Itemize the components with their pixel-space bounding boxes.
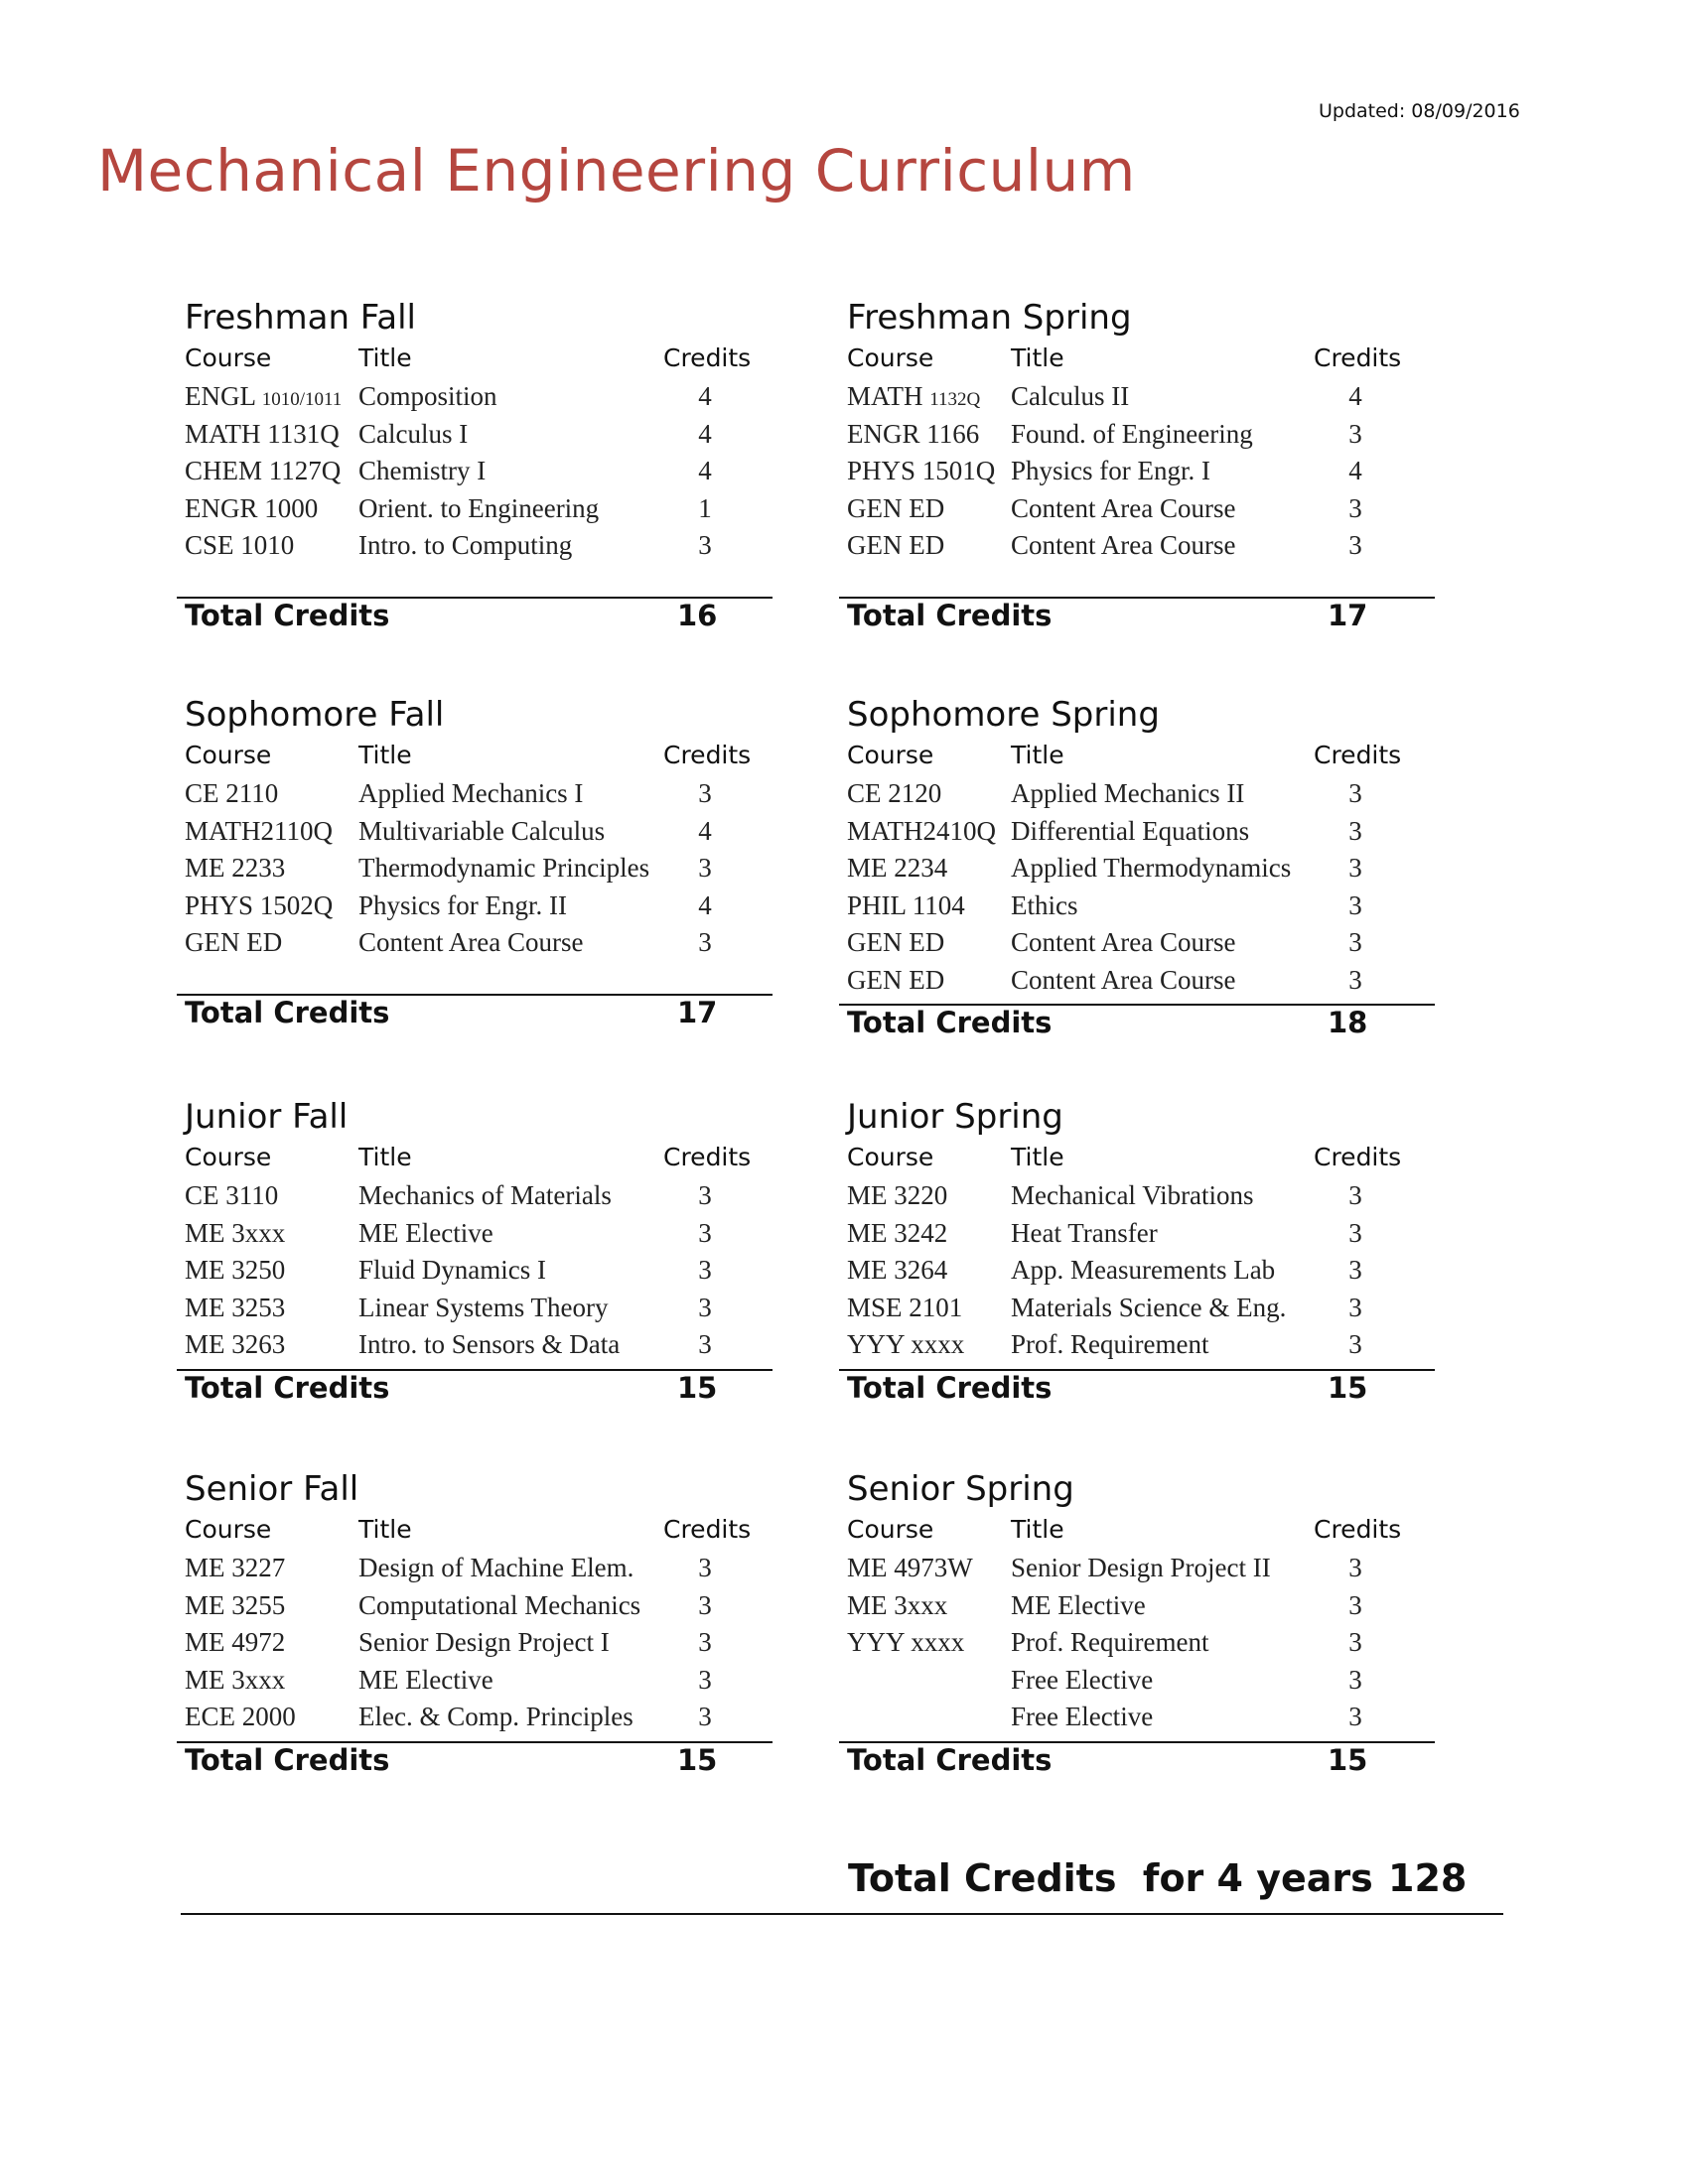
course-title: App. Measurements Lab <box>1011 1255 1276 1285</box>
course-title: Applied Mechanics II <box>1011 778 1245 808</box>
course-row <box>177 1329 773 1367</box>
total-credits-row <box>177 599 773 638</box>
header-title: Title <box>358 343 412 372</box>
course-row <box>839 1665 1435 1703</box>
course-code: ME 3264 <box>847 1255 948 1285</box>
header-credits: Credits <box>1314 343 1402 372</box>
course-title: Thermodynamic Principles <box>358 853 650 883</box>
course-credits: 3 <box>698 1627 712 1657</box>
course-credits: 3 <box>1348 1292 1362 1322</box>
column-headers <box>177 741 773 774</box>
course-code: ME 3xxx <box>847 1589 948 1620</box>
course-title: Applied Thermodynamics <box>1011 853 1292 883</box>
course-row <box>839 778 1435 816</box>
course-row <box>839 530 1435 568</box>
total-value: 15 <box>1328 1742 1368 1777</box>
course-title: Free Elective <box>1011 1702 1154 1731</box>
course-row <box>177 530 773 568</box>
course-row <box>177 816 773 854</box>
course-credits: 4 <box>698 381 712 411</box>
course-credits: 4 <box>698 418 712 449</box>
course-code: ENGR 1000 <box>185 492 319 523</box>
total-credits-row <box>177 996 773 1035</box>
course-title: ME Elective <box>1011 1589 1146 1620</box>
course-credits: 3 <box>1348 1627 1362 1657</box>
course-title: Content Area Course <box>1011 492 1236 523</box>
course-row <box>839 493 1435 531</box>
course-title: Design of Machine Elem. <box>358 1553 634 1582</box>
total-credits-row <box>839 1006 1435 1045</box>
course-code: ME 4972 <box>185 1627 286 1657</box>
course-code: CE 3110 <box>185 1180 279 1210</box>
page-title: Mechanical Engineering Curriculum <box>97 137 1136 205</box>
header-course: Course <box>847 1143 934 1171</box>
course-credits: 4 <box>698 815 712 846</box>
course-title: Content Area Course <box>358 927 584 957</box>
course-code: ENGR 1166 <box>847 418 980 449</box>
course-row <box>839 1180 1435 1218</box>
column-headers <box>839 343 1435 377</box>
course-code: MATH 1132Q <box>847 381 981 411</box>
course-credits: 3 <box>698 853 712 883</box>
header-course: Course <box>185 1143 272 1171</box>
course-code: CSE 1010 <box>185 530 295 560</box>
course-credits: 3 <box>1348 964 1362 995</box>
course-code: ME 3255 <box>185 1589 286 1620</box>
course-row <box>177 1590 773 1628</box>
course-row <box>177 493 773 531</box>
course-row <box>839 456 1435 493</box>
course-credits: 3 <box>1348 1217 1362 1248</box>
semester-title: Junior Spring <box>847 1097 1063 1137</box>
grand-total-divider <box>181 1913 1503 1915</box>
course-code: ME 3xxx <box>185 1217 286 1248</box>
course-title: Ethics <box>1011 889 1078 920</box>
course-code: ME 3xxx <box>185 1664 286 1695</box>
course-row <box>177 1702 773 1739</box>
course-row <box>839 1329 1435 1367</box>
course-title: Free Elective <box>1011 1664 1154 1695</box>
semester-title: Sophomore Fall <box>185 695 445 735</box>
course-code: ME 3227 <box>185 1553 286 1582</box>
course-title: Mechanical Vibrations <box>1011 1180 1254 1210</box>
grand-total-label: Total Credits for 4 years <box>848 1856 1373 1900</box>
course-code: ME 3242 <box>847 1217 948 1248</box>
semester-title: Sophomore Spring <box>847 695 1160 735</box>
course-title: Prof. Requirement <box>1011 1329 1209 1359</box>
course-list <box>839 778 1435 1002</box>
course-credits: 4 <box>698 889 712 920</box>
course-title: Intro. to Computing <box>358 530 573 560</box>
course-row <box>177 927 773 965</box>
column-headers <box>839 1515 1435 1549</box>
course-number: 1010/1011 <box>261 389 343 410</box>
course-row <box>177 853 773 890</box>
grand-total-value: 128 <box>1388 1856 1468 1900</box>
course-title: Differential Equations <box>1011 815 1250 846</box>
course-credits: 3 <box>698 530 712 560</box>
course-code: ME 3253 <box>185 1292 286 1322</box>
course-credits: 4 <box>1348 456 1362 485</box>
header-credits: Credits <box>663 1515 752 1544</box>
course-code: MATH2410Q <box>847 815 997 846</box>
course-credits: 3 <box>698 1292 712 1322</box>
total-label: Total Credits <box>847 1742 1053 1777</box>
course-list <box>839 381 1435 568</box>
updated-date: Updated: 08/09/2016 <box>1319 100 1520 122</box>
header-title: Title <box>1011 1143 1064 1171</box>
course-row <box>839 816 1435 854</box>
course-row <box>839 1553 1435 1590</box>
course-row <box>177 890 773 928</box>
total-label: Total Credits <box>185 1742 390 1777</box>
course-credits: 3 <box>1348 1329 1362 1359</box>
course-credits: 3 <box>698 1255 712 1285</box>
column-headers <box>177 343 773 377</box>
course-row <box>177 456 773 493</box>
course-code: ECE 2000 <box>185 1702 296 1731</box>
course-row <box>839 853 1435 890</box>
header-title: Title <box>1011 343 1064 372</box>
course-title: Computational Mechanics <box>358 1589 641 1620</box>
semester-title: Junior Fall <box>185 1097 349 1137</box>
course-row <box>177 381 773 419</box>
course-credits: 3 <box>1348 1553 1362 1582</box>
total-value: 15 <box>677 1370 718 1405</box>
semester-title: Freshman Fall <box>185 298 416 338</box>
header-course: Course <box>847 741 934 769</box>
course-title: Heat Transfer <box>1011 1217 1158 1248</box>
course-credits: 3 <box>1348 927 1362 957</box>
course-credits: 3 <box>698 1702 712 1731</box>
course-title: Senior Design Project II <box>1011 1553 1271 1582</box>
course-credits: 3 <box>1348 418 1362 449</box>
course-code: MATH 1131Q <box>185 418 340 449</box>
course-code: ENGL 1010/1011 <box>185 381 343 411</box>
total-value: 17 <box>677 995 718 1029</box>
total-label: Total Credits <box>185 995 390 1029</box>
course-credits: 4 <box>698 456 712 485</box>
course-code: CHEM 1127Q <box>185 456 342 485</box>
course-code: PHIL 1104 <box>847 889 965 920</box>
course-code: GEN ED <box>847 964 945 995</box>
total-credits-row <box>839 1371 1435 1411</box>
course-number: 1132Q <box>929 389 981 410</box>
course-credits: 3 <box>1348 530 1362 560</box>
header-credits: Credits <box>663 343 752 372</box>
course-credits: 3 <box>698 1664 712 1695</box>
column-headers <box>177 1515 773 1549</box>
course-code: ME 4973W <box>847 1553 973 1582</box>
course-credits: 3 <box>698 1217 712 1248</box>
course-row <box>177 1218 773 1256</box>
course-title: Calculus II <box>1011 381 1130 411</box>
header-credits: Credits <box>663 741 752 769</box>
course-code: ME 3250 <box>185 1255 286 1285</box>
course-row <box>839 1702 1435 1739</box>
course-list <box>839 1553 1435 1739</box>
course-list <box>839 1180 1435 1367</box>
course-title: Mechanics of Materials <box>358 1180 612 1210</box>
header-title: Title <box>358 1515 412 1544</box>
column-headers <box>839 741 1435 774</box>
total-label: Total Credits <box>185 1370 390 1405</box>
course-row <box>839 381 1435 419</box>
column-headers <box>839 1143 1435 1176</box>
course-code: PHYS 1502Q <box>185 889 334 920</box>
course-credits: 3 <box>698 1553 712 1582</box>
total-credits-row <box>839 1743 1435 1783</box>
course-code: MSE 2101 <box>847 1292 963 1322</box>
course-title: Prof. Requirement <box>1011 1627 1209 1657</box>
header-course: Course <box>185 1515 272 1544</box>
total-value: 15 <box>677 1742 718 1777</box>
course-credits: 3 <box>698 927 712 957</box>
header-credits: Credits <box>1314 1143 1402 1171</box>
course-credits: 1 <box>698 492 712 523</box>
course-credits: 3 <box>1348 1589 1362 1620</box>
course-credits: 3 <box>1348 889 1362 920</box>
course-list <box>177 1553 773 1739</box>
course-title: Content Area Course <box>1011 964 1236 995</box>
course-credits: 3 <box>1348 778 1362 808</box>
course-row <box>177 1665 773 1703</box>
total-credits-row <box>177 1371 773 1411</box>
total-label: Total Credits <box>847 598 1053 632</box>
course-row <box>177 1255 773 1293</box>
course-row <box>839 927 1435 965</box>
course-code: YYY xxxx <box>847 1329 965 1359</box>
semester-title: Senior Spring <box>847 1469 1074 1509</box>
course-title: Composition <box>358 381 497 411</box>
semester-title: Senior Fall <box>185 1469 359 1509</box>
course-credits: 3 <box>1348 1255 1362 1285</box>
course-title: Content Area Course <box>1011 927 1236 957</box>
course-code: GEN ED <box>847 530 945 560</box>
header-course: Course <box>847 343 934 372</box>
header-course: Course <box>185 343 272 372</box>
course-title: Multivariable Calculus <box>358 815 606 846</box>
total-value: 18 <box>1328 1006 1368 1039</box>
course-code: CE 2120 <box>847 778 942 808</box>
header-course: Course <box>185 741 272 769</box>
course-title: Physics for Engr. II <box>358 889 567 920</box>
header-credits: Credits <box>663 1143 752 1171</box>
course-credits: 3 <box>698 1589 712 1620</box>
course-row <box>839 1293 1435 1330</box>
course-code: YYY xxxx <box>847 1627 965 1657</box>
course-code: ME 3263 <box>185 1329 286 1359</box>
semester-title: Freshman Spring <box>847 298 1132 338</box>
total-credits-row <box>839 599 1435 638</box>
course-code: PHYS 1501Q <box>847 456 996 485</box>
course-row <box>177 1553 773 1590</box>
course-title: Orient. to Engineering <box>358 492 600 523</box>
course-list <box>177 1180 773 1367</box>
course-credits: 3 <box>698 1329 712 1359</box>
course-title: Materials Science & Eng. <box>1011 1292 1287 1322</box>
total-value: 16 <box>677 598 718 632</box>
course-credits: 3 <box>698 778 712 808</box>
course-code: GEN ED <box>185 927 283 957</box>
column-headers <box>177 1143 773 1176</box>
course-row <box>839 965 1435 1003</box>
course-title: Fluid Dynamics I <box>358 1255 546 1285</box>
course-credits: 3 <box>1348 1664 1362 1695</box>
header-title: Title <box>1011 741 1064 769</box>
course-code: ME 2233 <box>185 853 286 883</box>
course-title: ME Elective <box>358 1217 493 1248</box>
header-title: Title <box>358 1143 412 1171</box>
course-list <box>177 381 773 568</box>
course-credits: 3 <box>1348 1702 1362 1731</box>
course-row <box>839 890 1435 928</box>
course-list <box>177 778 773 965</box>
course-title: Senior Design Project I <box>358 1627 610 1657</box>
course-title: Linear Systems Theory <box>358 1292 609 1322</box>
total-credits-row <box>177 1743 773 1783</box>
course-title: ME Elective <box>358 1664 493 1695</box>
course-credits: 3 <box>1348 492 1362 523</box>
course-row <box>839 1255 1435 1293</box>
course-credits: 3 <box>1348 853 1362 883</box>
total-label: Total Credits <box>185 598 390 632</box>
course-code: ME 3220 <box>847 1180 948 1210</box>
course-title: Content Area Course <box>1011 530 1236 560</box>
course-title: Intro. to Sensors & Data <box>358 1329 621 1359</box>
header-title: Title <box>1011 1515 1064 1544</box>
course-credits: 3 <box>1348 1180 1362 1210</box>
course-title: Physics for Engr. I <box>1011 456 1210 485</box>
course-row <box>177 419 773 457</box>
course-code: GEN ED <box>847 492 945 523</box>
total-value: 17 <box>1328 598 1368 632</box>
header-credits: Credits <box>1314 1515 1402 1544</box>
course-row <box>177 1627 773 1665</box>
course-row <box>839 419 1435 457</box>
course-code: CE 2110 <box>185 778 279 808</box>
course-row <box>177 778 773 816</box>
total-label: Total Credits <box>847 1370 1053 1405</box>
course-title: Found. of Engineering <box>1011 418 1253 449</box>
total-label: Total Credits <box>847 1006 1053 1039</box>
course-row <box>839 1218 1435 1256</box>
course-title: Calculus I <box>358 418 469 449</box>
course-title: Elec. & Comp. Principles <box>358 1702 633 1731</box>
course-code: MATH2110Q <box>185 815 334 846</box>
header-title: Title <box>358 741 412 769</box>
course-code: ME 2234 <box>847 853 948 883</box>
header-course: Course <box>847 1515 934 1544</box>
course-code: GEN ED <box>847 927 945 957</box>
course-row <box>839 1627 1435 1665</box>
course-credits: 3 <box>698 1180 712 1210</box>
header-credits: Credits <box>1314 741 1402 769</box>
course-title: Chemistry I <box>358 456 487 485</box>
course-row <box>177 1293 773 1330</box>
course-title: Applied Mechanics I <box>358 778 584 808</box>
total-value: 15 <box>1328 1370 1368 1405</box>
course-credits: 3 <box>1348 815 1362 846</box>
course-row <box>177 1180 773 1218</box>
course-credits: 4 <box>1348 381 1362 411</box>
course-row <box>839 1590 1435 1628</box>
